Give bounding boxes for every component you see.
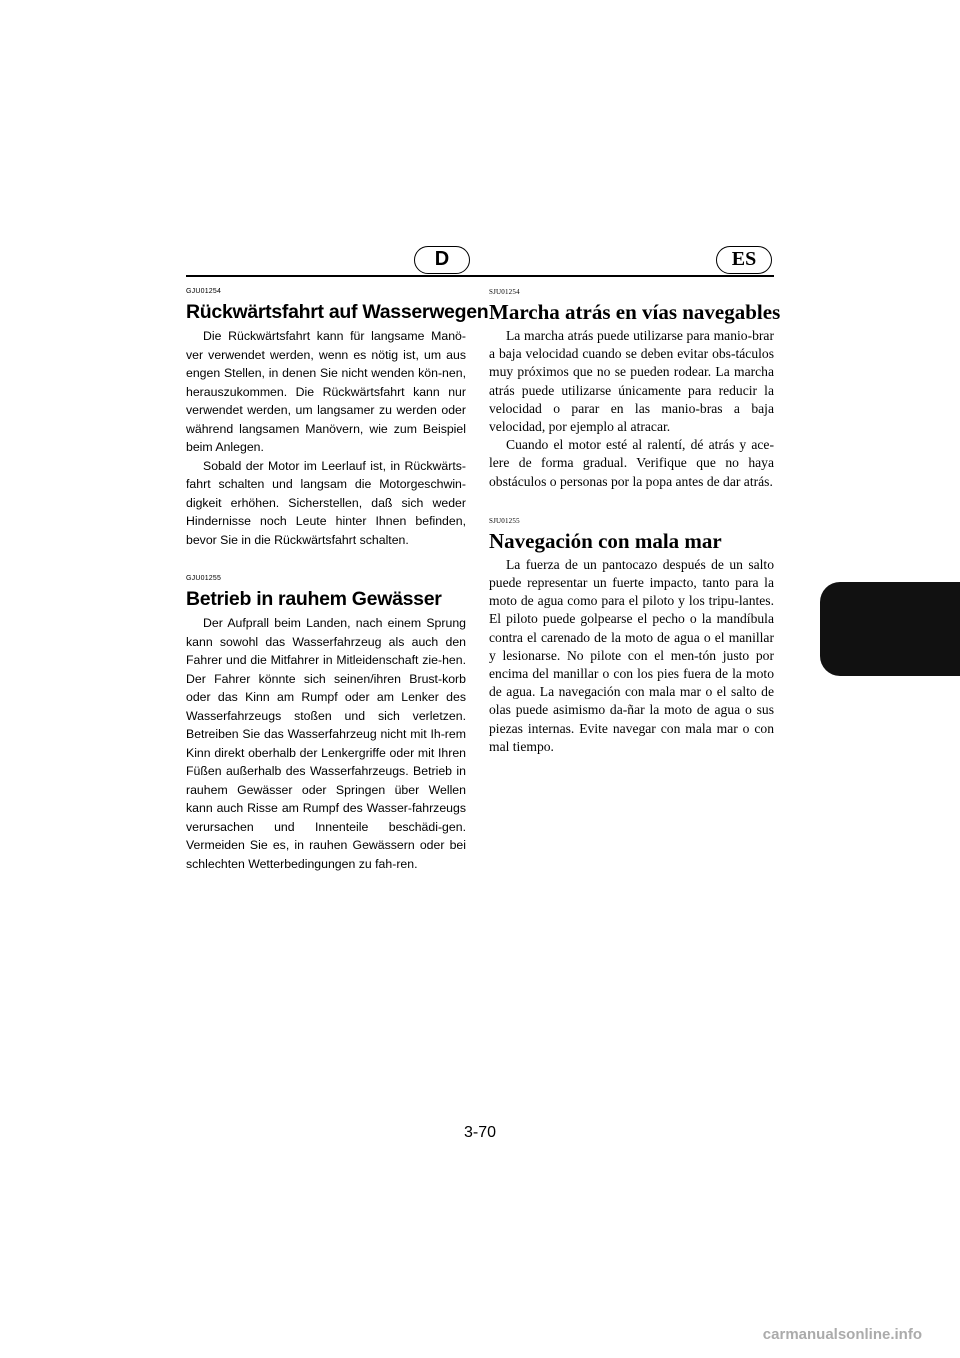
section-thumb-tab: [820, 582, 960, 676]
section-heading: Rückwärtsfahrt auf Wasserwegen: [186, 301, 489, 323]
section-code: SJU01254: [489, 288, 520, 296]
language-badge-spanish: ES: [716, 246, 772, 274]
paragraph: Die Rückwärtsfahrt kann für langsame Manö-ver verwendet werden, wenn es nötig ist, um aus engen Stellen, in denen Sie nicht wenden kön-nen, herauszukommen. Die Rückwärtsfahrt kann nur verwendet werden, um langsamer zu werden oder während langsamen Manövern, wie zum Beispiel beim Anlegen.: [186, 329, 466, 454]
section-code: SJU01255: [489, 516, 520, 525]
section-code: GJU01255: [186, 575, 222, 582]
page-number: 3-70: [463, 1124, 497, 1141]
section-code: GJU01254: [186, 288, 222, 295]
footer-watermark: carmanualsonline.info: [762, 1326, 922, 1343]
section-heading: Betrieb in rauhem Gewässer: [186, 588, 442, 610]
paragraph: Der Aufprall beim Landen, nach einem Sprung kann sowohl das Wasserfahrzeug als auch den Fahrer und die Mitfahrer in Mitleidenschaft zie-hen. Der Fahrer könnte sich seinen/ihren Brust-korb oder das Kinn am Rumpf oder am Lenker des Wasserfahrzeugs stoßen und sich verletzen. Betreiben Sie das Wasserfahrzeug nicht mit Ih-rem Kinn direkt oberhalb der Lenkergriffe oder mit Ihren Füßen außerhalb des Wasserfahrzeugs. Betrieb in rauhem Gewässer oder Springen über Wellen kann auch Risse am Rumpf des Wasser-fahrzeugs verursachen und Innenteile beschädi-gen. Vermeiden Sie es, in rauhen Gewässern oder bei schlechten Wetterbedingungen zu fah-ren.: [186, 616, 466, 871]
header-rule: [186, 275, 774, 277]
language-badge-german: D: [414, 246, 470, 274]
section-heading: Marcha atrás en vías navegables: [489, 300, 781, 324]
german-column: [186, 288, 489, 873]
paragraph: Sobald der Motor im Leerlauf ist, in Rückwärts-fahrt schalten und langsam die Motorgeschwin-digkeit erhöhen. Sicherstellen, daß sich weder Hindernisse noch Leute hinter Ihnen befinden, bevor Sie in die Rückwärtsfahrt schalten.: [186, 458, 466, 547]
section-heading: Navegación con mala mar: [489, 528, 722, 553]
spanish-column: [489, 288, 781, 756]
paragraph: La fuerza de un pantocazo después de un salto puede representar un fuerte impacto, tanto para la moto de agua como para el piloto y los tripu-lantes. El piloto puede golpearse el pecho o la mandíbula contra el carenado de la moto de agua o el manillar y lesionarse. No pilote con el men-tón justo por encima del manillar o con los pies fuera de la moto de agua. La navegación con mala mar o el salto de olas puede asimismo da-ñar la moto de agua o sus piezas internas. Evite navegar con mala mar o con mal tiempo.: [489, 556, 774, 754]
paragraph: La marcha atrás puede utilizarse para manio-brar a baja velocidad cuando se deben evitar obs-táculos muy próximos que no se pueden rodear. La marcha atrás puede utilizarse únicamente para reducir la velocidad o parar en las manio-bras a baja velocidad, por ejemplo al atracar.: [489, 328, 774, 435]
paragraph: Cuando el motor esté al ralentí, dé atrás y ace-lere de forma gradual. Verifique que no haya obstáculos o personas por la popa antes de dar atrás.: [489, 437, 774, 489]
